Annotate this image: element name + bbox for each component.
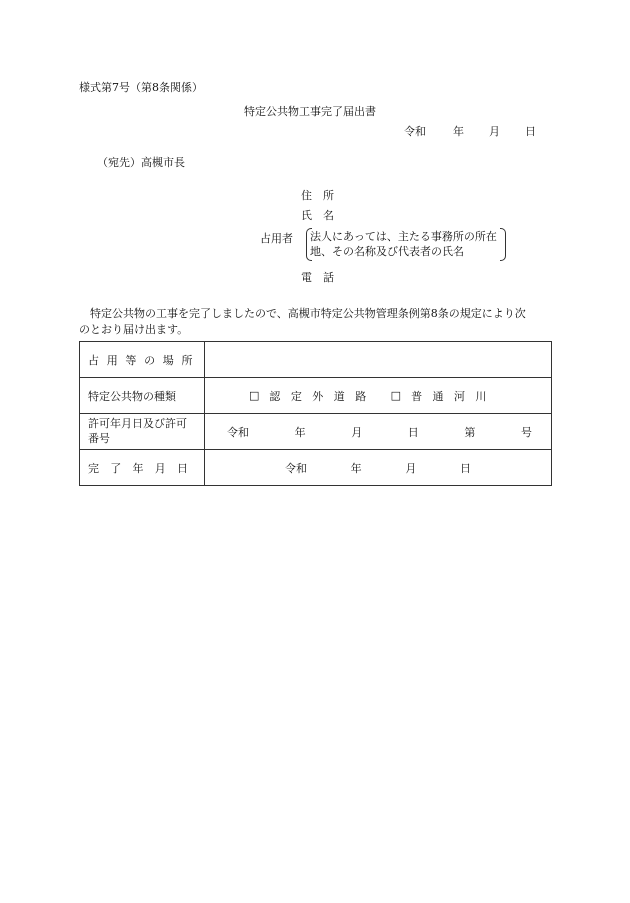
name-label-char-1: 氏 (301, 209, 312, 222)
address-label-char-2: 所 (323, 189, 334, 202)
completion-table (79, 341, 552, 486)
address-label-char-1: 住 (301, 189, 312, 202)
permit-value-cell[interactable] (205, 414, 552, 450)
corporate-note (306, 228, 506, 260)
date-month: 月 (489, 125, 500, 138)
body-line-1: 特定公共物の工事を完了しましたので、高槻市特定公共物管理条例第8条の規定により次 (90, 307, 526, 320)
permit-number-suffix: 号 (520, 425, 532, 439)
form-number: 様式第7号（第8条関係） (79, 81, 203, 94)
occupant-label: 占用者 (260, 232, 293, 245)
permit-label-line-2: 番号 (88, 431, 110, 445)
completion-label-char-1: 完 (88, 461, 99, 475)
completion-day: 日 (459, 461, 471, 475)
phone-label (301, 272, 334, 283)
corporate-note-line-2: 地、その名称及び代表者の氏名 (310, 245, 464, 258)
date-year: 年 (453, 125, 464, 138)
completion-era: 令和 (285, 461, 307, 475)
location-label-cell (80, 342, 205, 378)
completion-month: 月 (405, 461, 417, 475)
name-label (301, 210, 334, 221)
location-label: 占用等の場所 (88, 353, 201, 367)
completion-year: 年 (350, 461, 362, 475)
body-line-2: のとおり届け出ます。 (79, 323, 189, 336)
right-bracket (500, 228, 506, 261)
address-label (301, 190, 334, 201)
completion-date-label-cell (80, 450, 205, 486)
addressee: （宛先）高槻市長 (97, 156, 185, 169)
permit-day: 日 (407, 425, 419, 439)
permit-label-cell (80, 414, 205, 450)
location-value-cell[interactable] (205, 342, 552, 378)
ordinary-river-label: 普通河川 (411, 389, 497, 403)
submission-date (404, 126, 537, 140)
completion-label-char-2: 了 (110, 461, 122, 475)
kind-label: 特定公共物の種類 (88, 389, 176, 403)
date-day: 日 (525, 125, 536, 138)
permit-label-line-1: 許可年月日及び許可 (88, 416, 187, 430)
permit-era: 令和 (227, 425, 249, 439)
permit-number-prefix: 第 (464, 425, 476, 439)
name-label-char-2: 名 (323, 209, 334, 222)
ordinary-river-checkbox[interactable]: □ (390, 389, 402, 402)
completion-label-char-3: 年 (132, 461, 144, 475)
permit-year: 年 (294, 425, 306, 439)
phone-label-char-2: 話 (323, 271, 334, 284)
form-title: 特定公共物工事完了届出書 (244, 105, 376, 118)
kind-value-cell (205, 378, 552, 414)
unrecognized-road-label: 認定外道路 (269, 389, 377, 403)
unrecognized-road-checkbox[interactable]: □ (249, 389, 260, 402)
completion-label-char-4: 月 (154, 461, 166, 475)
corporate-note-line-1: 法人にあっては、主たる事務所の所在 (310, 230, 497, 243)
completion-label-char-5: 日 (177, 461, 188, 475)
completion-date-value-cell[interactable] (205, 450, 552, 486)
kind-label-cell (80, 378, 205, 414)
phone-label-char-1: 電 (301, 271, 312, 284)
permit-month: 月 (351, 425, 363, 439)
date-era: 令和 (404, 125, 426, 138)
